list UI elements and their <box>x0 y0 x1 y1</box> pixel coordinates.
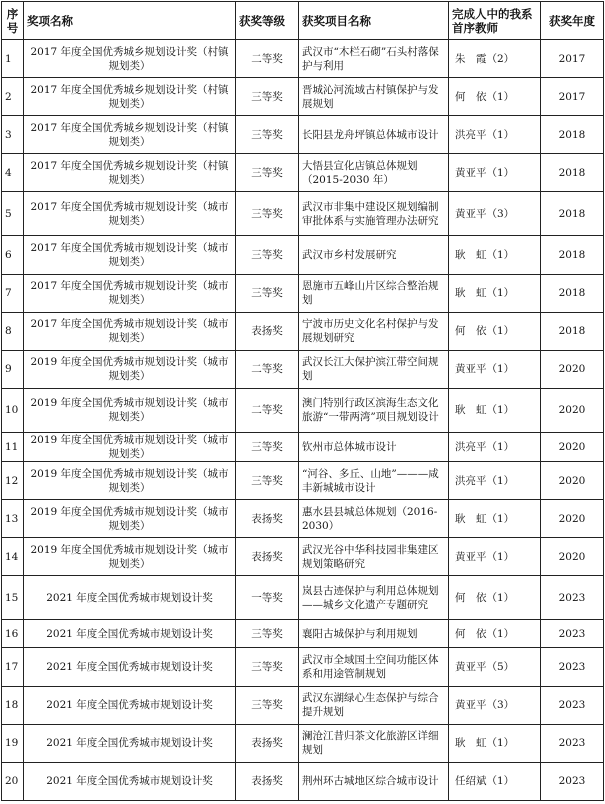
award-name-cell: 2019 年度全国优秀城市规划设计奖（城市规划类） <box>24 500 236 538</box>
award-name-cell: 2017 年度全国优秀城乡规划设计奖（村镇规划类） <box>24 154 236 192</box>
lead-teacher-cell: 黄亚平（1） <box>449 154 541 192</box>
award-year-cell: 2018 <box>541 192 604 236</box>
project-name-cell: 澳门特别行政区滨海生态文化旅游“一带两湾”项目规划设计 <box>299 388 449 432</box>
table-row <box>2 350 604 388</box>
project-name-cell: 岚县古迹保护与利用总体规划——城乡文化遗产专题研究 <box>299 576 449 620</box>
table-row <box>2 236 604 274</box>
project-name-cell: 钦州市总体城市设计 <box>299 432 449 461</box>
award-name-cell: 2019 年度全国优秀城市规划设计奖（城市规划类） <box>24 432 236 461</box>
table-row <box>2 576 604 620</box>
award-year-cell: 2023 <box>541 762 604 800</box>
row-number-cell: 9 <box>2 350 24 388</box>
award-year-cell: 2023 <box>541 620 604 648</box>
lead-teacher-cell: 黄亚平（3） <box>449 192 541 236</box>
project-name-cell: 惠水县县城总体规划（2016-2030） <box>299 500 449 538</box>
award-name-cell: 2019 年度全国优秀城市规划设计奖（城市规划类） <box>24 462 236 500</box>
award-year-cell: 2018 <box>541 236 604 274</box>
lead-teacher-cell: 任绍斌（1） <box>449 762 541 800</box>
header-award-year: 获奖年度 <box>541 2 604 40</box>
award-year-cell: 2017 <box>541 40 604 78</box>
award-year-cell: 2018 <box>541 312 604 350</box>
award-level-cell: 表扬奖 <box>236 724 299 762</box>
row-number-cell: 20 <box>2 762 24 800</box>
award-name-cell: 2021 年度全国优秀城市规划设计奖 <box>24 576 236 620</box>
table-row <box>2 154 604 192</box>
project-name-cell: 大悟县宣化店镇总体规划（2015-2030 年） <box>299 154 449 192</box>
project-name-cell: 武汉市全域国土空间功能区体系和用途管制规划 <box>299 648 449 686</box>
award-level-cell: 三等奖 <box>236 686 299 724</box>
award-year-cell: 2023 <box>541 576 604 620</box>
lead-teacher-cell: 何 依（1） <box>449 620 541 648</box>
row-number-cell: 7 <box>2 274 24 312</box>
award-level-cell: 一等奖 <box>236 576 299 620</box>
project-name-cell: 武汉市非集中建设区规划编制审批体系与实施管理办法研究 <box>299 192 449 236</box>
row-number-cell: 8 <box>2 312 24 350</box>
project-name-cell: “河谷、多丘、山地”———咸丰新城城市设计 <box>299 462 449 500</box>
header-project-name: 获奖项目名称 <box>299 2 449 40</box>
project-name-cell: 恩施市五峰山片区综合整治规划 <box>299 274 449 312</box>
row-number-cell: 19 <box>2 724 24 762</box>
row-number-cell: 18 <box>2 686 24 724</box>
project-name-cell: 武汉长江大保护滨江带空间规划 <box>299 350 449 388</box>
award-year-cell: 2018 <box>541 116 604 154</box>
header-no: 序号 <box>2 2 24 40</box>
lead-teacher-cell: 何 依（1） <box>449 312 541 350</box>
row-number-cell: 13 <box>2 500 24 538</box>
lead-teacher-cell: 洪亮平（1） <box>449 462 541 500</box>
row-number-cell: 15 <box>2 576 24 620</box>
table-row <box>2 192 604 236</box>
table-header-row <box>2 2 604 40</box>
lead-teacher-cell: 耿 虹（1） <box>449 388 541 432</box>
award-name-cell: 2017 年度全国优秀城市规划设计奖（城市规划类） <box>24 274 236 312</box>
award-year-cell: 2020 <box>541 388 604 432</box>
project-name-cell: 襄阳古城保护与利用规划 <box>299 620 449 648</box>
award-year-cell: 2020 <box>541 538 604 576</box>
row-number-cell: 4 <box>2 154 24 192</box>
award-year-cell: 2018 <box>541 154 604 192</box>
table-row <box>2 312 604 350</box>
row-number-cell: 3 <box>2 116 24 154</box>
awards-table <box>1 1 604 801</box>
table-body <box>2 40 604 801</box>
award-year-cell: 2023 <box>541 648 604 686</box>
table-row <box>2 648 604 686</box>
award-year-cell: 2018 <box>541 274 604 312</box>
award-level-cell: 表扬奖 <box>236 312 299 350</box>
award-level-cell: 三等奖 <box>236 78 299 116</box>
lead-teacher-cell: 朱 霞（2） <box>449 40 541 78</box>
row-number-cell: 16 <box>2 620 24 648</box>
award-name-cell: 2021 年度全国优秀城市规划设计奖 <box>24 686 236 724</box>
award-name-cell: 2017 年度全国优秀城市规划设计奖（城市规划类） <box>24 312 236 350</box>
award-level-cell: 二等奖 <box>236 40 299 78</box>
award-level-cell: 三等奖 <box>236 116 299 154</box>
award-name-cell: 2021 年度全国优秀城市规划设计奖 <box>24 648 236 686</box>
lead-teacher-cell: 黄亚平（3） <box>449 686 541 724</box>
table-row <box>2 500 604 538</box>
row-number-cell: 5 <box>2 192 24 236</box>
award-year-cell: 2023 <box>541 686 604 724</box>
award-year-cell: 2020 <box>541 432 604 461</box>
project-name-cell: 武汉市“木栏石砌”石头村落保护与利用 <box>299 40 449 78</box>
award-level-cell: 三等奖 <box>236 432 299 461</box>
project-name-cell: 澜沧江昔归茶文化旅游区详细规划 <box>299 724 449 762</box>
award-level-cell: 三等奖 <box>236 192 299 236</box>
row-number-cell: 14 <box>2 538 24 576</box>
lead-teacher-cell: 耿 虹（1） <box>449 274 541 312</box>
row-number-cell: 6 <box>2 236 24 274</box>
lead-teacher-cell: 黄亚平（5） <box>449 648 541 686</box>
award-name-cell: 2019 年度全国优秀城市规划设计奖（城市规划类） <box>24 350 236 388</box>
award-name-cell: 2019 年度全国优秀城市规划设计奖（城市规划类） <box>24 538 236 576</box>
header-award-name: 奖项名称 <box>24 2 236 40</box>
table-row <box>2 274 604 312</box>
award-level-cell: 三等奖 <box>236 620 299 648</box>
award-name-cell: 2017 年度全国优秀城市规划设计奖（城市规划类） <box>24 192 236 236</box>
award-year-cell: 2020 <box>541 462 604 500</box>
project-name-cell: 宁波市历史文化名村保护与发展规划研究 <box>299 312 449 350</box>
table-row <box>2 432 604 461</box>
row-number-cell: 11 <box>2 432 24 461</box>
lead-teacher-cell: 黄亚平（1） <box>449 350 541 388</box>
table-row <box>2 40 604 78</box>
award-level-cell: 二等奖 <box>236 388 299 432</box>
award-name-cell: 2017 年度全国优秀城乡规划设计奖（村镇规划类） <box>24 78 236 116</box>
project-name-cell: 武汉市乡村发展研究 <box>299 236 449 274</box>
project-name-cell: 荆州环古城地区综合城市设计 <box>299 762 449 800</box>
lead-teacher-cell: 耿 虹（1） <box>449 724 541 762</box>
row-number-cell: 1 <box>2 40 24 78</box>
award-year-cell: 2023 <box>541 724 604 762</box>
award-name-cell: 2021 年度全国优秀城市规划设计奖 <box>24 620 236 648</box>
table-row <box>2 116 604 154</box>
table-row <box>2 78 604 116</box>
table-row <box>2 620 604 648</box>
project-name-cell: 武汉光谷中华科技园非集建区规划策略研究 <box>299 538 449 576</box>
award-name-cell: 2019 年度全国优秀城市规划设计奖（城市规划类） <box>24 388 236 432</box>
lead-teacher-cell: 何 依（1） <box>449 78 541 116</box>
award-year-cell: 2020 <box>541 500 604 538</box>
header-award-level: 获奖等级 <box>236 2 299 40</box>
table-row <box>2 388 604 432</box>
row-number-cell: 17 <box>2 648 24 686</box>
award-level-cell: 表扬奖 <box>236 538 299 576</box>
lead-teacher-cell: 耿 虹（1） <box>449 500 541 538</box>
award-name-cell: 2021 年度全国优秀城市规划设计奖 <box>24 724 236 762</box>
award-level-cell: 三等奖 <box>236 274 299 312</box>
table-row <box>2 538 604 576</box>
table-row <box>2 762 604 800</box>
project-name-cell: 武汉东湖绿心生态保护与综合提升规划 <box>299 686 449 724</box>
award-level-cell: 三等奖 <box>236 154 299 192</box>
table-row <box>2 724 604 762</box>
award-level-cell: 二等奖 <box>236 350 299 388</box>
header-lead-teacher: 完成人中的我系首序教师 <box>449 2 541 40</box>
award-name-cell: 2017 年度全国优秀城乡规划设计奖（村镇规划类） <box>24 116 236 154</box>
table-row <box>2 462 604 500</box>
award-level-cell: 表扬奖 <box>236 500 299 538</box>
lead-teacher-cell: 何 依（1） <box>449 576 541 620</box>
lead-teacher-cell: 黄亚平（1） <box>449 538 541 576</box>
lead-teacher-cell: 洪亮平（1） <box>449 432 541 461</box>
award-year-cell: 2020 <box>541 350 604 388</box>
award-level-cell: 三等奖 <box>236 236 299 274</box>
award-name-cell: 2021 年度全国优秀城市规划设计奖 <box>24 762 236 800</box>
award-year-cell: 2017 <box>541 78 604 116</box>
row-number-cell: 12 <box>2 462 24 500</box>
award-level-cell: 三等奖 <box>236 648 299 686</box>
row-number-cell: 2 <box>2 78 24 116</box>
lead-teacher-cell: 耿 虹（1） <box>449 236 541 274</box>
lead-teacher-cell: 洪亮平（1） <box>449 116 541 154</box>
award-level-cell: 三等奖 <box>236 462 299 500</box>
project-name-cell: 长阳县龙舟坪镇总体城市设计 <box>299 116 449 154</box>
table-row <box>2 686 604 724</box>
award-name-cell: 2017 年度全国优秀城乡规划设计奖（村镇规划类） <box>24 40 236 78</box>
award-level-cell: 表扬奖 <box>236 762 299 800</box>
row-number-cell: 10 <box>2 388 24 432</box>
award-name-cell: 2017 年度全国优秀城市规划设计奖（城市规划类） <box>24 236 236 274</box>
project-name-cell: 晋城沁河流域古村镇保护与发展规划 <box>299 78 449 116</box>
